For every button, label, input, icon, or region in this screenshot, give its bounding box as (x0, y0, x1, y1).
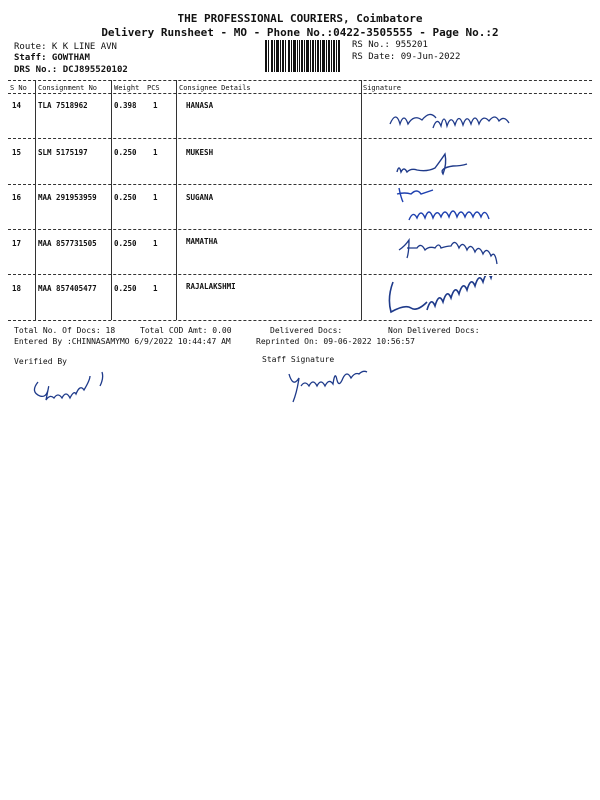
signature-handwriting (395, 232, 525, 267)
row-rule (8, 274, 592, 275)
staff-signature-label: Staff Signature (262, 355, 335, 364)
row-consignee: MAMATHA (186, 237, 218, 246)
signature-handwriting (385, 98, 555, 138)
row-consignment: MAA 291953959 (38, 193, 97, 202)
row-rule (8, 138, 592, 139)
drs-number: DRS No.: DCJ895520102 (14, 65, 128, 75)
total-cod: Total COD Amt: 0.00 (140, 326, 232, 335)
delivered-docs: Delivered Docs: (270, 326, 343, 335)
row-consignee: HANASA (186, 101, 214, 110)
row-consignee: RAJALAKSHMI (186, 282, 236, 291)
row-sno: 17 (12, 239, 22, 248)
row-pcs: 1 (153, 193, 158, 202)
col-header-weight: Weight (114, 84, 140, 92)
barcode-image (265, 40, 340, 72)
runsheet-title: Delivery Runsheet - MO - Phone No.:0422-3505555 - Page No.:2 (101, 26, 499, 39)
entered-by: Entered By :CHINNASAMYMO 6/9/2022 10:44:47 AM (14, 337, 231, 346)
row-weight: 0.250 (114, 284, 137, 293)
staff-signature (285, 364, 375, 409)
row-pcs: 1 (153, 148, 158, 157)
verified-by-label: Verified By (14, 357, 67, 366)
row-consignment: SLM 5175197 (38, 148, 88, 157)
rs-number: RS No.: 955201 (352, 40, 428, 50)
col-divider (176, 80, 177, 320)
col-header-sno: S No (10, 84, 27, 92)
row-sno: 15 (12, 148, 22, 157)
row-weight: 0.398 (114, 101, 137, 110)
col-divider (111, 80, 112, 320)
row-consignee: SUGANA (186, 193, 214, 202)
col-divider (361, 80, 362, 320)
row-pcs: 1 (153, 101, 158, 110)
col-divider (35, 80, 36, 320)
row-consignment: MAA 857405477 (38, 284, 97, 293)
row-weight: 0.250 (114, 193, 137, 202)
total-docs: Total No. Of Docs: 18 (14, 326, 116, 335)
non-delivered-docs: Non Delivered Docs: (388, 326, 480, 335)
row-consignment: TLA 7518962 (38, 101, 88, 110)
verified-by-signature (30, 362, 120, 402)
col-header-signature: Signature (363, 84, 401, 92)
row-pcs: 1 (153, 284, 158, 293)
table-top-rule (8, 80, 592, 81)
rs-date: RS Date: 09-Jun-2022 (352, 52, 461, 62)
reprinted-on: Reprinted On: 09-06-2022 10:56:57 (256, 337, 415, 346)
row-consignment: MAA 857731505 (38, 239, 97, 248)
row-sno: 14 (12, 101, 22, 110)
row-consignee: MUKESH (186, 148, 214, 157)
row-pcs: 1 (153, 239, 158, 248)
row-sno: 18 (12, 284, 22, 293)
signature-handwriting (383, 276, 528, 321)
company-title: THE PROFESSIONAL COURIERS, Coimbatore (177, 12, 423, 25)
staff-label: Staff: GOWTHAM (14, 53, 90, 63)
row-sno: 16 (12, 193, 22, 202)
row-rule (8, 229, 592, 230)
col-header-consignment: Consignment No (38, 84, 98, 92)
col-header-pcs: PCS (147, 84, 160, 92)
route-label: Route: K K LINE AVN (14, 42, 117, 52)
row-weight: 0.250 (114, 239, 137, 248)
row-weight: 0.250 (114, 148, 137, 157)
col-header-consignee: Consignee Details (179, 84, 251, 92)
signature-handwriting (395, 180, 545, 225)
table-header-rule (8, 93, 592, 94)
